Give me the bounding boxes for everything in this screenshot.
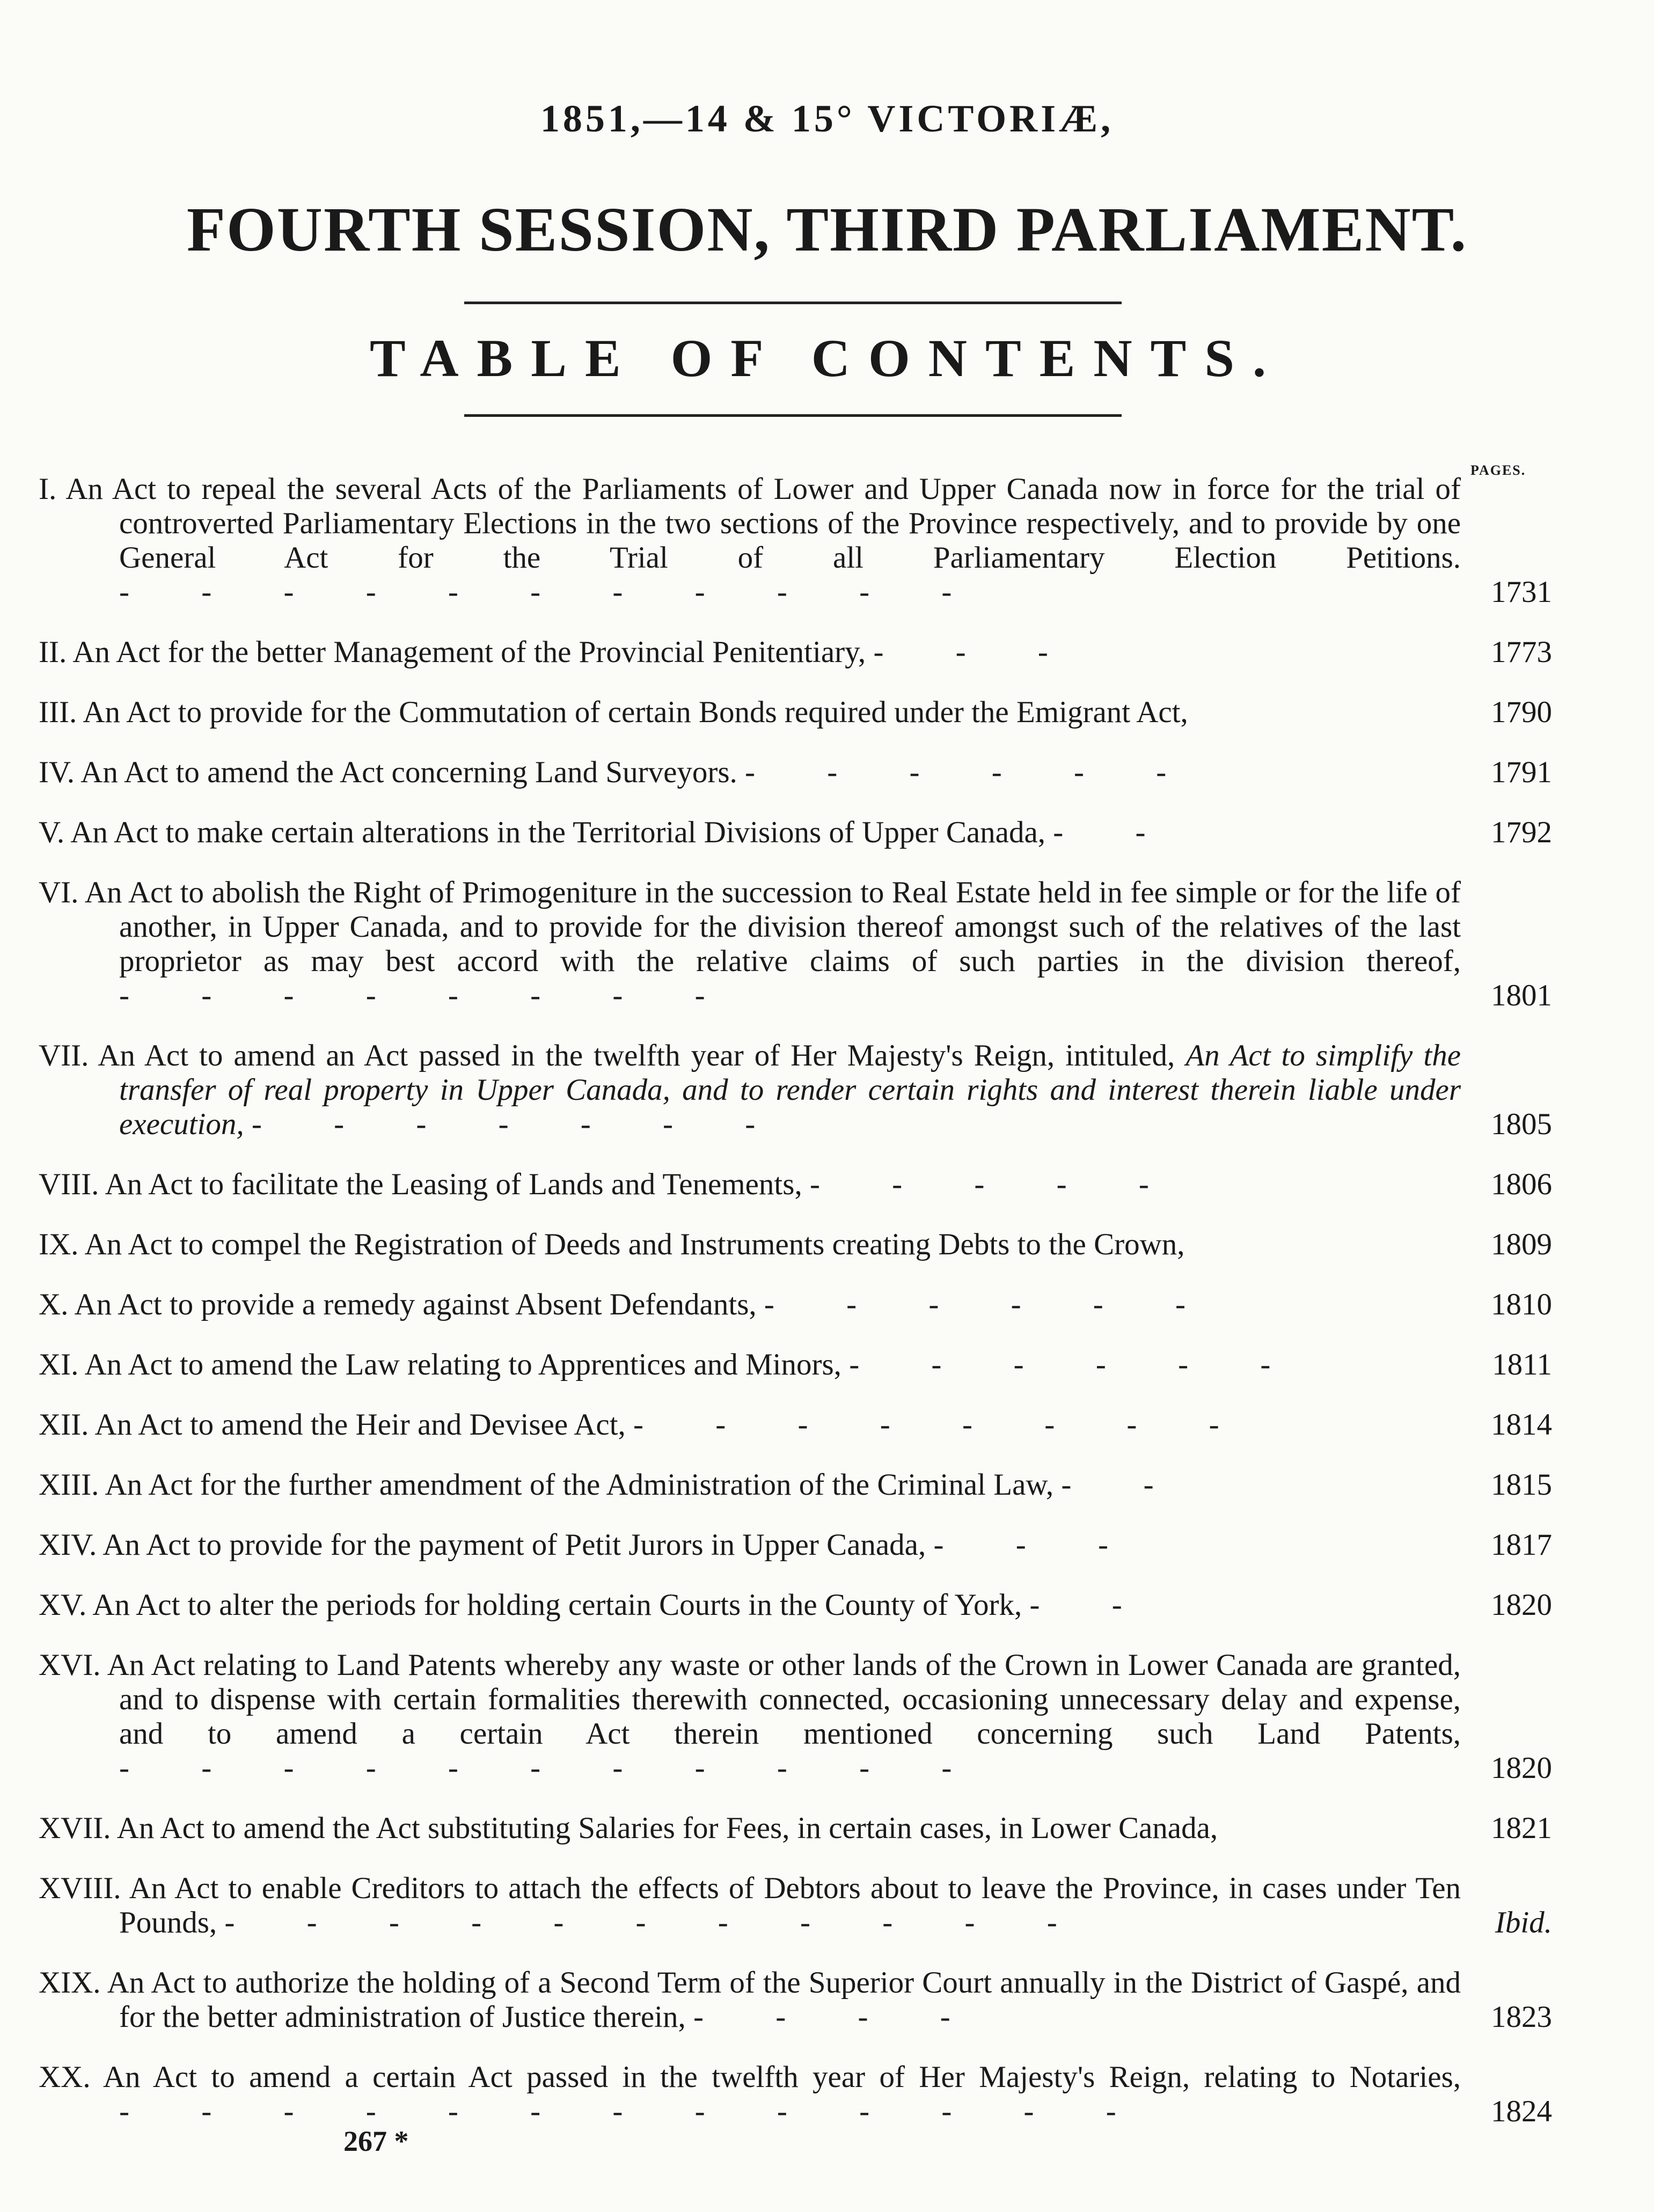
list-item (39, 1588, 1552, 1622)
entry-title: An Act to facilitate the Leasing of Lands and Tenements, (105, 1167, 802, 1201)
entry-title: An Act to amend the Act concerning Land Surveyors. (80, 755, 737, 789)
list-item (39, 815, 1552, 850)
entry-page: 1805 (1491, 1107, 1552, 1141)
entry-page: 1790 (1491, 695, 1552, 729)
entry-title: An Act to enable Creditors to attach the effects of Debtors about to leave the Province, in cases under Ten Pounds, (119, 1871, 1461, 1939)
list-item (39, 1528, 1552, 1562)
entry-number: XVI. (39, 1648, 101, 1682)
entry-text (39, 1966, 1461, 2034)
list-item (39, 1408, 1552, 1442)
entry-page: 1820 (1491, 1751, 1552, 1785)
entry-page: 1809 (1491, 1228, 1552, 1261)
entry-text (39, 1811, 1461, 1846)
leader-dots: - - (1029, 1588, 1154, 1622)
leader-dots: - - - - - - (764, 1288, 1218, 1321)
entry-title: An Act to compel the Registration of Deeds and Instruments creating Debts to the Crown, (84, 1228, 1185, 1261)
entry-number: VII. (39, 1039, 89, 1072)
list-item (39, 1966, 1552, 2034)
page-title: FOURTH SESSION, THIRD PARLIAMENT. (186, 194, 1468, 264)
list-item (39, 472, 1552, 609)
entry-text (39, 635, 1461, 670)
list-item (39, 1648, 1552, 1785)
entry-text (39, 1408, 1461, 1442)
entry-number: VI. (39, 876, 79, 909)
list-item (39, 876, 1552, 1013)
entry-text (39, 1039, 1461, 1142)
entry-text (39, 1348, 1461, 1382)
entry-title: An Act to amend a certain Act passed in the twelfth year of Her Majesty's Reign, relating to Notaries, (103, 2060, 1461, 2094)
entry-title: An Act to amend the Heir and Devisee Act, (94, 1408, 626, 1442)
list-item (39, 1167, 1552, 1202)
entry-title: An Act to provide for the payment of Petit Jurors in Upper Canada, (103, 1528, 926, 1562)
entry-number: V. (39, 815, 65, 849)
entry-number: XIX. (39, 1966, 101, 2000)
entry-number: XVII. (39, 1811, 111, 1845)
entry-page: 1810 (1491, 1288, 1552, 1321)
entry-text (39, 1588, 1461, 1622)
entry-text (39, 2060, 1461, 2129)
contents-heading: TABLE OF CONTENTS. (370, 328, 1284, 388)
list-item (39, 1288, 1552, 1322)
entry-number: VIII. (39, 1167, 99, 1201)
entry-title: An Act to amend the Act substituting Salaries for Fees, in certain cases, in Lower Canada, (116, 1811, 1218, 1845)
entry-page: 1801 (1491, 979, 1552, 1012)
entry-number: II. (39, 635, 67, 669)
entry-page: 1820 (1491, 1588, 1552, 1622)
signature-mark: 267 * (343, 2125, 409, 2157)
entry-title: An Act for the better Management of the Provincial Penitentiary, (72, 635, 866, 669)
pages-column-label: PAGES. (1470, 462, 1526, 478)
entry-title: An Act to amend the Law relating to Apprentices and Minors, (84, 1348, 841, 1381)
leader-dots: - - - - - - - (251, 1107, 788, 1141)
entry-number: XVIII. (39, 1871, 121, 1905)
list-item (39, 695, 1552, 730)
list-item (39, 1039, 1552, 1142)
entry-text (39, 695, 1461, 730)
entry-text (39, 1228, 1461, 1262)
entry-number: I. (39, 472, 57, 506)
leader-dots: - - - - - - - - - - - - - (119, 2095, 1148, 2128)
entry-number: IX. (39, 1228, 79, 1261)
entry-page: 1823 (1491, 2000, 1552, 2034)
list-item (39, 1811, 1552, 1846)
entry-page: 1817 (1491, 1528, 1552, 1562)
leader-dots: - - - - - - - - (119, 979, 737, 1012)
leader-dots: - - - - - - - - - - - (119, 1751, 984, 1785)
entry-page: 1821 (1491, 1811, 1552, 1845)
entry-title: An Act to make certain alterations in the Territorial Divisions of Upper Canada, (70, 815, 1046, 849)
entry-page: 1773 (1491, 635, 1552, 669)
entry-number: III. (39, 695, 77, 729)
entry-title: An Act to alter the periods for holding certain Courts in the County of York, (92, 1588, 1022, 1622)
entry-page: Ibid. (1495, 1906, 1552, 1939)
entry-text (39, 1871, 1461, 1940)
entry-text (39, 815, 1461, 850)
entry-text (39, 1288, 1461, 1322)
entry-page: 1815 (1491, 1468, 1552, 1502)
entry-title: An Act to provide a remedy against Absent Defendants, (74, 1288, 757, 1321)
entry-title-italic: An Act to simplify the transfer of real property in Upper Canada, and to render certain rights and interest therein liable under execution, (119, 1039, 1461, 1141)
entry-number: XIV. (39, 1528, 97, 1562)
entry-title: An Act to provide for the Commutation of certain Bonds required under the Emigrant Act, (83, 695, 1188, 729)
divider-rule-top (464, 302, 1122, 304)
divider-rule-bottom (464, 414, 1122, 417)
contents-list (39, 472, 1552, 2155)
entry-page: 1811 (1492, 1348, 1552, 1381)
entry-number: IV. (39, 755, 75, 789)
running-head: 1851,—14 & 15° VICTORIÆ, (540, 97, 1114, 140)
leader-dots: - - - (933, 1528, 1140, 1562)
list-item (39, 755, 1552, 790)
list-item (39, 1348, 1552, 1382)
list-item (39, 1468, 1552, 1502)
entry-number: XV. (39, 1588, 87, 1622)
entry-title: An Act relating to Land Patents whereby any waste or other lands of the Crown in Lower Canada are granted, and to dispense with certain formalities therewith connected, occasioning unnecessary delay and expense, and to amend a certain Act therein mentioned concerning such Land Patents, (107, 1648, 1461, 1751)
entry-page: 1792 (1491, 815, 1552, 849)
entry-page: 1806 (1491, 1167, 1552, 1201)
entry-text (39, 876, 1461, 1013)
list-item (39, 2060, 1552, 2129)
entry-title: An Act to authorize the holding of a Second Term of the Superior Court annually in the District of Gaspé, and for the better administration of Justice therein, (107, 1966, 1461, 2034)
entry-title: An Act for the further amendment of the Administration of the Criminal Law, (105, 1468, 1054, 1502)
leader-dots: - - - - - - (849, 1348, 1303, 1381)
leader-dots: - - - - - (809, 1167, 1181, 1201)
leader-dots: - - - - - - - - - - - (224, 1906, 1089, 1939)
leader-dots: - - (1053, 815, 1178, 849)
entry-text (39, 1648, 1461, 1785)
entry-number: XII. (39, 1408, 89, 1442)
entry-number: X. (39, 1288, 69, 1321)
entry-title: An Act to abolish the Right of Primogeniture in the succession to Real Estate held in fee simple or for the life of another, in Upper Canada, and to provide for the division thereof amongst such of the relatives of the last proprietor as may best accord with the relative claims of such parties in the division thereof, (84, 876, 1461, 978)
list-item (39, 635, 1552, 670)
leader-dots: - - - - (693, 2000, 983, 2034)
entry-page: 1814 (1491, 1408, 1552, 1442)
entry-text (39, 1167, 1461, 1202)
leader-dots: - - (1061, 1468, 1186, 1502)
entry-text (39, 1528, 1461, 1562)
entry-title: An Act to repeal the several Acts of the Parliaments of Lower and Upper Canada now in force for the trial of controverted Parliamentary Elections in the two sections of the Province respectively, and to provide by one General Act for the Trial of all Parliamentary Election Petitions. (65, 472, 1461, 575)
entry-number: XX. (39, 2060, 91, 2094)
entry-number: XI. (39, 1348, 79, 1381)
entry-page: 1791 (1491, 755, 1552, 789)
entry-text (39, 1468, 1461, 1502)
entry-page: 1731 (1491, 575, 1552, 609)
entry-text (39, 755, 1461, 790)
entry-page: 1824 (1491, 2095, 1552, 2128)
list-item (39, 1228, 1552, 1262)
leader-dots: - - - - - - - - (633, 1408, 1252, 1442)
entry-number: XIII. (39, 1468, 99, 1502)
leader-dots: - - - (873, 635, 1080, 669)
entry-text (39, 472, 1461, 609)
leader-dots: - - - - - - (745, 755, 1199, 789)
leader-dots: - - - - - - - - - - - (119, 575, 984, 609)
entry-title: An Act to amend an Act passed in the twelfth year of Her Majesty's Reign, intituled, (98, 1039, 1175, 1072)
list-item (39, 1871, 1552, 1940)
